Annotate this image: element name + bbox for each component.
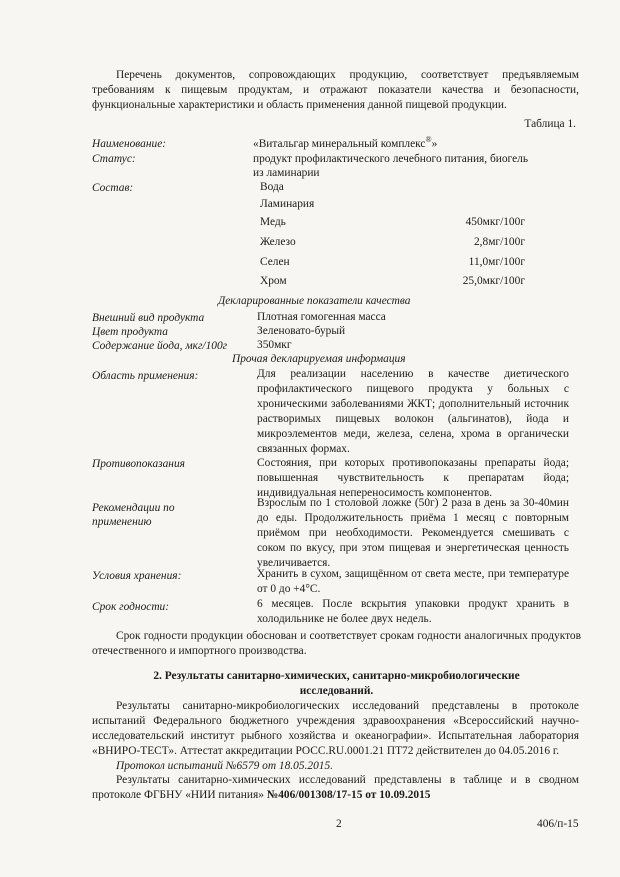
- status-line-1: продукт профилактического лечебного питания, биогель: [253, 153, 529, 165]
- shelf-text: 6 месяцев. После вскрытия упаковки продукт хранить в холодильнике не более двух недель.: [257, 598, 569, 625]
- application-text: Для реализации населению в качестве диетического профилактического пищевого продукта у больных с хроническими заболеваниями ЖКТ; дополнительный источник растворимых пищевых волокон (альгинатов), йода и микроэлементов меди, железа, селена, хрома в органически связанных формах.: [257, 368, 569, 455]
- declared-label: Содержание йода, мкг/100г: [92, 340, 228, 352]
- name-label: Наименование:: [92, 138, 167, 150]
- declared-heading: Декларированные показатели качества: [218, 295, 411, 307]
- recommend-label-2: применению: [92, 516, 152, 528]
- product-name-text: «Витальгар минеральный комплекс: [253, 138, 426, 150]
- table-caption: Таблица 1.: [524, 118, 576, 130]
- product-name: [253, 137, 437, 151]
- ingredient-name: Вода: [260, 181, 284, 193]
- chem-protocol-number: №406/001308/17-15 от 10.09.2015: [266, 789, 431, 801]
- ingredient-amount: 25,0мкг/100г: [462, 275, 525, 287]
- ingredient-name: Медь: [260, 216, 286, 228]
- recommend-label-1: Рекомендации по: [92, 502, 175, 514]
- application-label: Область применения:: [92, 370, 199, 382]
- ingredient-amount: 11,0мг/100г: [468, 256, 525, 268]
- declared-label: Внешний вид продукта: [92, 312, 205, 324]
- page-number: 2: [336, 818, 342, 830]
- section-2-heading-line-2: исследований.: [299, 685, 374, 697]
- ingredient-name: Хром: [260, 275, 287, 287]
- ingredient-name: Железо: [260, 236, 296, 248]
- composition-label: Состав:: [92, 182, 134, 194]
- storage-text: Хранить в сухом, защищённом от света месте, при температуре от 0 до +4°С.: [257, 568, 569, 595]
- status-label: Статус:: [92, 153, 136, 165]
- status-line-2: из ламинарии: [253, 167, 320, 179]
- ingredient-name: Селен: [260, 256, 290, 268]
- declared-value: 350мкг: [257, 339, 292, 351]
- other-heading: Прочая декларируемая информация: [232, 353, 406, 365]
- declared-value: Плотная гомогенная масса: [257, 311, 386, 323]
- ingredient-amount: 2,8мг/100г: [473, 236, 525, 248]
- contra-label: Противопоказания: [92, 458, 185, 470]
- micro-paragraph: Результаты санитарно-микробиологических исследований представлены в протоколе испытаний Федерального бюджетного учреждения здравоохранения «Всероссийский научно-исследовательский институт рыбного хозяйства и океанографии». Испытательная лаборатория «ВНИРО-ТЕСТ». Аттестат аккредитации РОСС.RU.0001.21 ПТ72 действителен до 04.05.2016 г.: [92, 700, 579, 757]
- declared-value: Зеленовато-бурый: [257, 325, 346, 337]
- declared-label: Цвет продукта: [92, 326, 168, 338]
- ingredient-amount: 450мкг/100г: [465, 216, 525, 228]
- shelf-note: Срок годности продукции обоснован и соответствует срокам годности аналогичных продуктов отечественного и импортного производства.: [92, 630, 581, 657]
- protocol-line: Протокол испытаний №6579 от 18.05.2015.: [116, 760, 334, 772]
- storage-label: Условия хранения:: [92, 570, 182, 582]
- document-reference: 406/п-15: [537, 818, 579, 830]
- contra-text: Состояния, при которых противопоказаны препараты йода; повышенная чувствительность к препаратам йода; индивидуальная непереносимость компонентов.: [257, 457, 569, 499]
- registered-mark: ®: [425, 135, 432, 145]
- recommend-text: Взрослым по 1 столовой ложке (50г) 2 раза в день за 30-40мин до еды. Продолжительность приёма 1 месяц с повторным приёмом при необходимости. Рекомендуется смешивать с соком по вкусу, при этом пищевая и энергетическая ценность увеличивается.: [257, 497, 569, 569]
- ingredient-name: Ламинария: [260, 198, 315, 210]
- section-2-heading-line-1: 2. Результаты санитарно-химических, санитарно-микробиологические: [153, 670, 520, 682]
- chem-paragraph-text: Результаты санитарно-химических исследований представлены в таблице и в сводном протоколе ФГБНУ «НИИ питания»: [92, 774, 579, 801]
- product-name-end: »: [431, 138, 438, 150]
- shelf-label: Срок годности:: [92, 601, 170, 613]
- chem-paragraph: [92, 773, 579, 803]
- intro-paragraph: Перечень документов, сопровождающих продукцию, соответствует предъявляемым требованиям к пищевым продуктам, и отражают показатели качества и безопасности, функциональные характеристики и область применения данной пищевой продукции.: [92, 69, 579, 111]
